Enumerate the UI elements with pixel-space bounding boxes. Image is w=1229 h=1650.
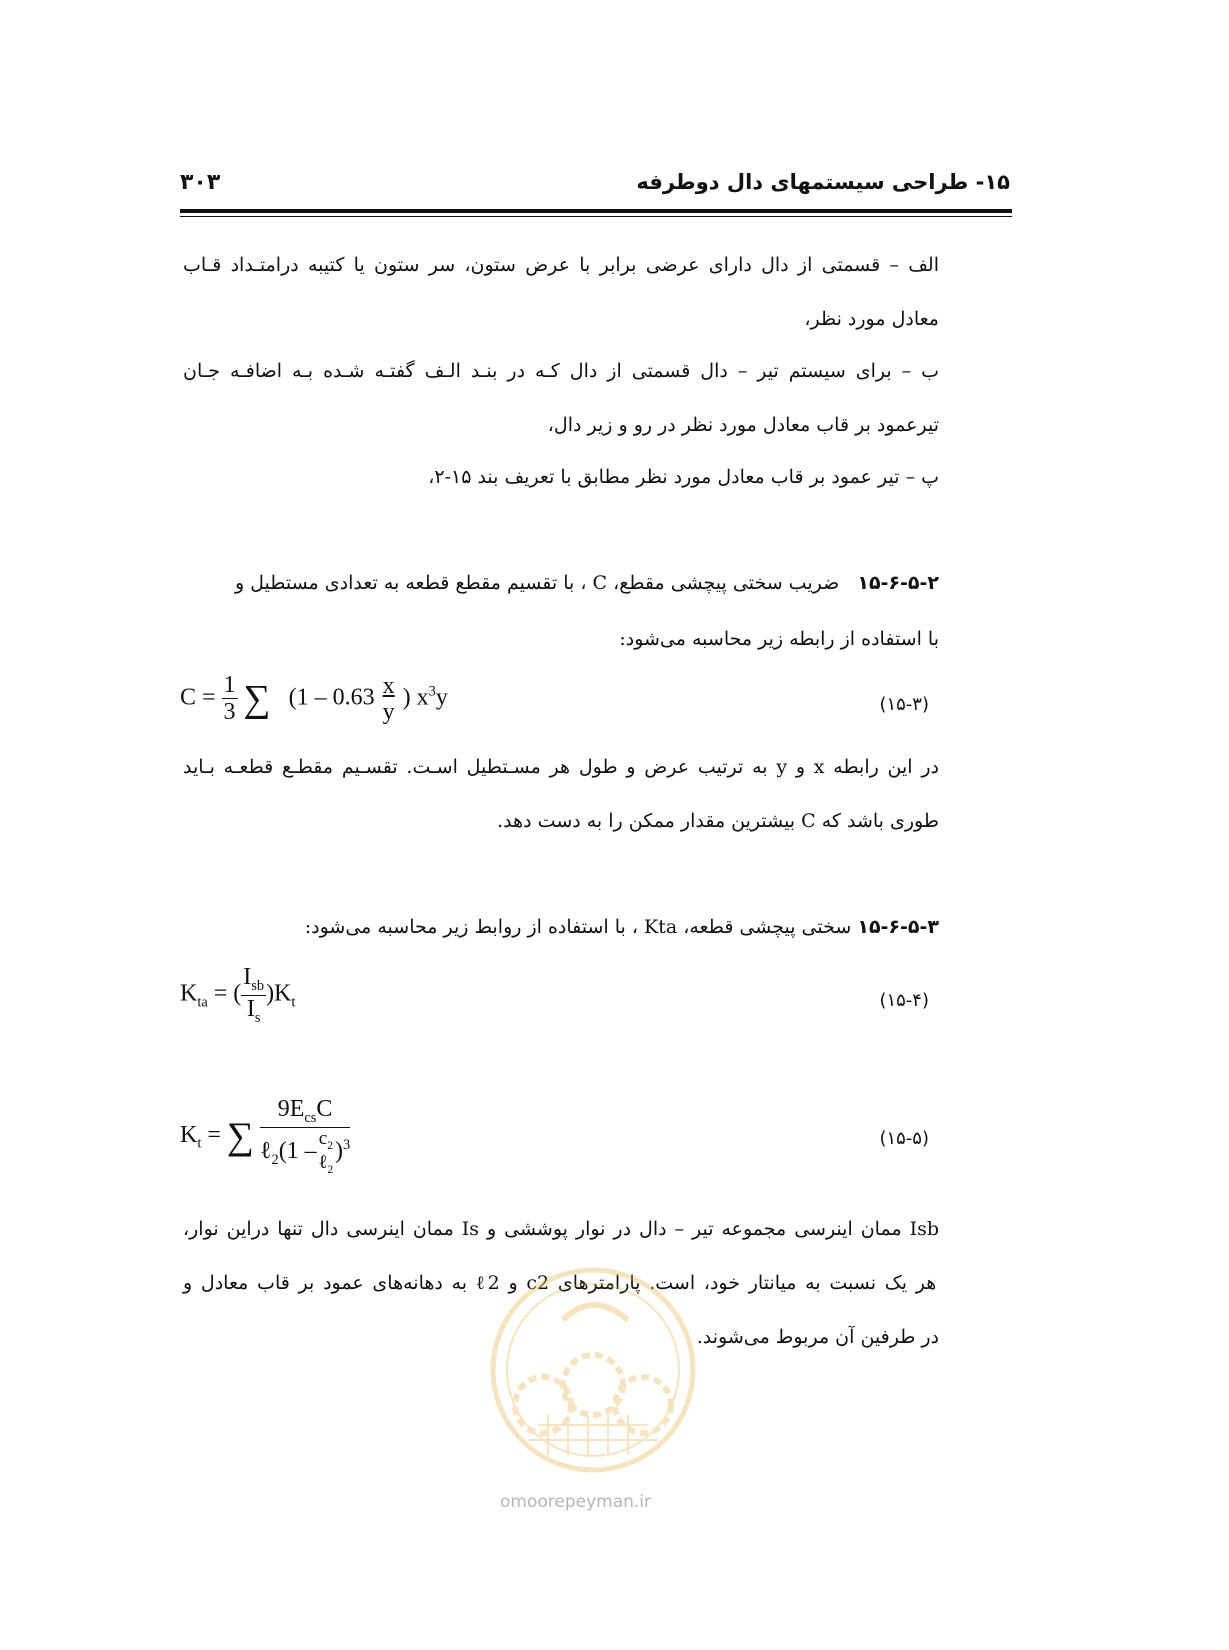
header-rule-thick — [180, 209, 1012, 213]
eq5-den: ℓ$_2$(1 – $c_2$ ℓ$_2$ )$^3$ — [259, 1127, 351, 1176]
eq5-lhs: K — [180, 1121, 198, 1148]
eq5-sum-symbol: ∑ — [226, 1115, 254, 1158]
list-item-pe-line1: پ – تیر عمود بر قاب معادل مورد نظر مطابق با تعریف بند ۱۵-۲، — [428, 466, 939, 488]
eq3-fraction — [381, 673, 397, 726]
eq3-coefficient — [222, 672, 238, 726]
eq3-frac-num: x — [382, 672, 395, 699]
eq4-num: $I_{sb}$ — [243, 964, 265, 994]
list-item-alef-line2: معادل مورد نظر، — [804, 308, 939, 330]
eq3-coef-den: 3 — [223, 699, 236, 726]
page-number: ۳۰۳ — [180, 170, 221, 195]
equation-15-4 — [180, 964, 295, 1026]
watermark-logo-icon — [488, 1265, 698, 1475]
eq3-power: 3 — [428, 683, 436, 700]
section-3-number: ۱۵-۶-۵-۳ — [857, 916, 939, 938]
page-header — [180, 170, 1010, 210]
paragraph-final-line1: Isb ممان اینرسی مجموعه تیر – دال در نوار پوششی و Is ممان اینرسی دال تنها دراین نوار، — [183, 1218, 940, 1240]
eq4-lhs-sub: ta — [197, 994, 208, 1011]
eq5-equals: = — [207, 1121, 221, 1148]
equation-15-4-tag: (۱۵-۴) — [879, 990, 929, 1011]
paragraph-eq3-line2: طوری باشد که C بیشترین مقدار ممکن را به دست دهد. — [497, 810, 939, 832]
eq3-close: ) x — [402, 684, 429, 711]
paragraph-final-line2: هر یک نسبت به میانتار خود، است. پارامترهای c2 و ℓ2 به دهانه‌های عمود بر قاب معادل و — [183, 1272, 937, 1294]
equation-15-3-tag: (۱۵-۳) — [879, 694, 929, 715]
equation-15-3 — [180, 672, 448, 726]
section-3-text: سختی پیچشی قطعه، Kta ، با استفاده از روابط زیر محاسبه می‌شود: — [304, 916, 852, 938]
list-item-be-line2: تیرعمود بر قاب معادل مورد نظر در رو و زیر دال، — [547, 414, 939, 436]
eq4-fraction — [241, 964, 266, 1026]
eq4-lhs: K — [180, 980, 198, 1007]
eq4-rhs-sub: t — [291, 994, 296, 1011]
eq5-num: $9E_{cs}C$ — [260, 1096, 350, 1128]
section-3-heading — [305, 916, 939, 938]
eq5-lhs-sub: t — [197, 1135, 202, 1152]
watermark-site: omoorepeyman.ir — [500, 1492, 652, 1512]
paragraph-eq3-line1: در این رابطه x و y به ترتیب عرض و طول هر مسـتطیل اسـت. تقسـیم مقطـع قطعـه بـاید — [183, 756, 939, 778]
section-2-line2: با استفاده از رابطه زیر محاسبه می‌شود: — [619, 628, 939, 650]
eq4-den: $I_s$ — [246, 995, 261, 1026]
eq3-lhs: C = — [180, 684, 216, 711]
list-item-alef-line1: الف – قسمتی از دال دارای عرضی برابر با عرض ستون، سر ستون یا کتیبه درامتـداد قـاب — [183, 254, 939, 276]
eq4-equals: = ( — [213, 980, 242, 1007]
eq4-rhs: )K — [266, 980, 292, 1007]
eq3-coef-num: 1 — [223, 672, 236, 698]
chapter-title: ۱۵- طراحی سیستمهای دال دوطرفه — [636, 170, 1010, 194]
eq3-open: (1 – 0.63 — [288, 684, 375, 711]
paragraph-final-line3: در طرفین آن مربوط می‌شوند. — [696, 1326, 939, 1348]
eq3-sum-symbol: ∑ — [243, 677, 271, 720]
list-item-be-line1: ب – برای سیستم تیر – دال قسمتی از دال کـه در بنـد الـف گفتـه شـده بـه اضافـه جـان — [183, 360, 939, 382]
equation-15-5 — [180, 1096, 350, 1177]
eq3-frac-den: y — [382, 698, 395, 725]
section-2-number: ۱۵-۶-۵-۲ — [857, 572, 939, 594]
header-rule-thin — [180, 216, 1012, 217]
eq3-tail: y — [435, 684, 448, 711]
equation-15-5-tag: (۱۵-۵) — [879, 1128, 929, 1149]
eq5-inner-fraction: $c_2$ ℓ$_2$ — [318, 1127, 334, 1176]
eq5-fraction — [260, 1096, 350, 1177]
section-2-heading — [235, 572, 939, 594]
section-2-text: ضریب سختی پیچشی مقطع، C ، با تقسیم مقطع قطعه به تعدادی مستطیل و — [234, 572, 840, 594]
